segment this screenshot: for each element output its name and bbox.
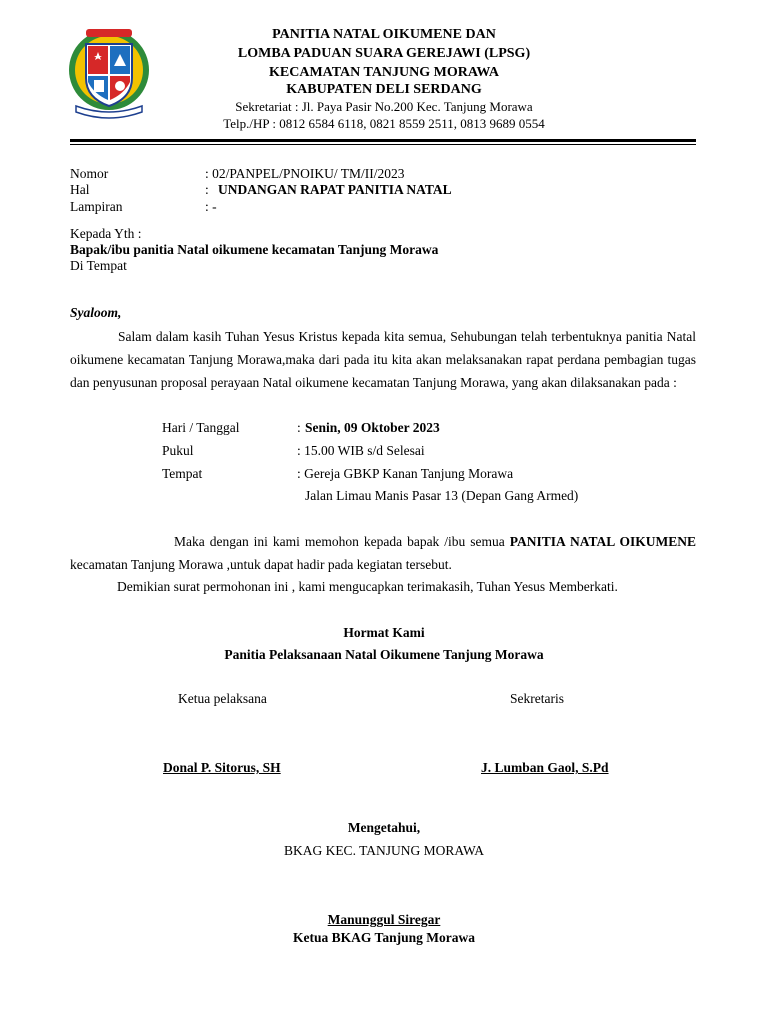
org-name-line4: KABUPATEN DELI SERDANG bbox=[286, 82, 482, 97]
nomor-value: : 02/PANPEL/PNOIKU/ TM/II/2023 bbox=[205, 166, 405, 181]
org-phone: Telp./HP : 0812 6584 6118, 0821 8559 2511, 0813 9689 0554 bbox=[223, 116, 545, 131]
paragraph-request-bold: PANITIA NATAL OIKUMENE bbox=[509, 534, 696, 549]
signer-right-name: J. Lumban Gaol, S.Pd bbox=[481, 760, 609, 775]
header-divider-thick bbox=[70, 139, 696, 142]
nomor-label: Nomor bbox=[70, 166, 109, 181]
closing-committee: Panitia Pelaksanaan Natal Oikumene Tanjung Morawa bbox=[224, 647, 544, 662]
place-value-line2: Jalan Limau Manis Pasar 13 (Depan Gang Armed) bbox=[305, 488, 579, 503]
recipient-line1: Kepada Yth : bbox=[70, 226, 142, 241]
date-label: Hari / Tanggal bbox=[162, 420, 240, 435]
hal-label: Hal bbox=[70, 182, 90, 197]
closing-regards: Hormat Kami bbox=[343, 625, 425, 640]
paragraph-request bbox=[70, 530, 696, 576]
signer-right-title: Sekretaris bbox=[510, 691, 564, 706]
header-divider-thin bbox=[70, 144, 696, 145]
org-address: Sekretariat : Jl. Paya Pasir No.200 Kec. Tanjung Morawa bbox=[235, 99, 533, 114]
lampiran-label: Lampiran bbox=[70, 199, 123, 214]
signer-left-name: Donal P. Sitorus, SH bbox=[163, 760, 281, 775]
org-name-line3: KECAMATAN TANJUNG MORAWA bbox=[269, 65, 499, 80]
approval-name: Manunggul Siregar bbox=[327, 912, 441, 927]
paragraph-request-text1: Maka dengan ini kami memohon kepada bapak /ibu semua bbox=[174, 534, 510, 549]
place-label: Tempat bbox=[162, 466, 203, 481]
paragraph-request-text2: kecamatan Tanjung Morawa ,untuk dapat hadir pada kegiatan tersebut. bbox=[70, 557, 452, 572]
org-name-line2: LOMBA PADUAN SUARA GEREJAWI (LPSG) bbox=[237, 46, 531, 61]
paragraph-intro-text: Salam dalam kasih Tuhan Yesus Kristus kepada kita semua, Sehubungan telah terbentuknya panitia Natal oikumene kecamatan Tanjung Morawa,maka dari pada itu kita akan melaksanakan rapat perdana pembagian tugas dan penyusunan proposal perayaan Natal oikumene kecamatan Tanjung Morawa, yang akan dilaksanakan pada : bbox=[70, 329, 696, 390]
paragraph-intro bbox=[70, 325, 696, 394]
approval-title: Ketua BKAG Tanjung Morawa bbox=[293, 930, 475, 945]
regency-emblem-icon bbox=[66, 26, 152, 120]
hal-value: UNDANGAN RAPAT PANITIA NATAL bbox=[218, 182, 452, 197]
time-label: Pukul bbox=[162, 443, 194, 458]
time-value: : 15.00 WIB s/d Selesai bbox=[297, 443, 425, 458]
date-separator: : bbox=[297, 420, 301, 435]
recipient-line3: Di Tempat bbox=[70, 258, 127, 273]
hal-separator: : bbox=[205, 182, 209, 197]
approval-label: Mengetahui, bbox=[347, 820, 421, 835]
recipient-line2: Bapak/ibu panitia Natal oikumene kecamatan Tanjung Morawa bbox=[70, 242, 439, 257]
date-value: Senin, 09 Oktober 2023 bbox=[305, 420, 440, 435]
lampiran-value: : - bbox=[205, 199, 217, 214]
org-name-line1: PANITIA NATAL OIKUMENE DAN bbox=[272, 27, 496, 42]
paragraph-closing: Demikian surat permohonan ini , kami mengucapkan terimakasih, Tuhan Yesus Memberkati. bbox=[117, 579, 618, 594]
greeting: Syaloom, bbox=[70, 305, 122, 320]
place-value: : Gereja GBKP Kanan Tanjung Morawa bbox=[297, 466, 514, 481]
signer-left-title: Ketua pelaksana bbox=[178, 691, 267, 706]
approval-org: BKAG KEC. TANJUNG MORAWA bbox=[283, 843, 485, 858]
